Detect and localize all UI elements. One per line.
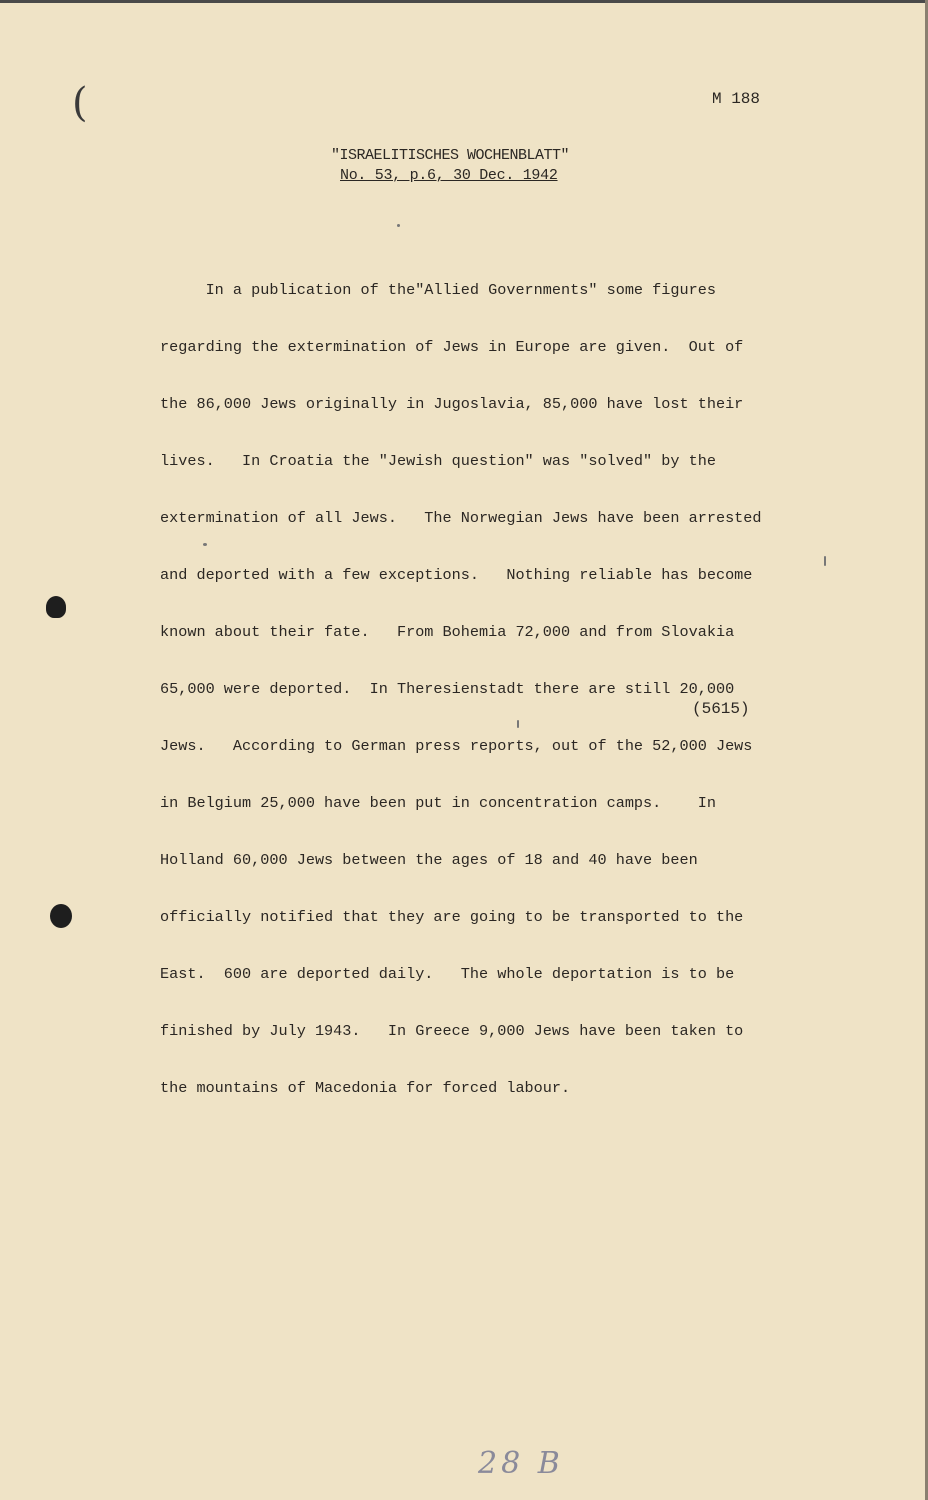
margin-bracket-mark: ( bbox=[72, 80, 88, 126]
paper-speck bbox=[824, 556, 826, 566]
body-line: Holland 60,000 Jews between the ages of 18 and 40 have been bbox=[160, 851, 698, 869]
body-line: Jews. According to German press reports, out of the 52,000 Jews bbox=[160, 737, 753, 755]
body-line: lives. In Croatia the "Jewish question" was "solved" by the bbox=[160, 452, 716, 470]
punch-hole-upper bbox=[46, 596, 66, 618]
handwritten-page-note: 28 B bbox=[478, 1446, 564, 1481]
paper-speck bbox=[203, 543, 207, 546]
paper-speck bbox=[397, 224, 400, 227]
document-title: "ISRAELITISCHES WOCHENBLATT" bbox=[331, 147, 570, 164]
body-line: East. 600 are deported daily. The whole deportation is to be bbox=[160, 965, 735, 983]
body-line: officially notified that they are going to be transported to the bbox=[160, 908, 744, 926]
body-line: 65,000 were deported. In Theresienstadt there are still 20,000 bbox=[160, 680, 735, 698]
body-line: finished by July 1943. In Greece 9,000 Jews have been taken to bbox=[160, 1022, 744, 1040]
document-citation: No. 53, p.6, 30 Dec. 1942 bbox=[340, 167, 558, 184]
body-paragraph bbox=[160, 243, 800, 1136]
document-number: (5615) bbox=[692, 700, 750, 718]
body-line: and deported with a few exceptions. Nothing reliable has become bbox=[160, 566, 753, 584]
body-line: regarding the extermination of Jews in Europe are given. Out of bbox=[160, 338, 744, 356]
body-line: known about their fate. From Bohemia 72,000 and from Slovakia bbox=[160, 623, 735, 641]
body-line: the mountains of Macedonia for forced labour. bbox=[160, 1079, 571, 1097]
body-line: in Belgium 25,000 have been put in concentration camps. In bbox=[160, 794, 716, 812]
body-line: In a publication of the"Allied Governments" some figures bbox=[160, 281, 716, 299]
body-line: the 86,000 Jews originally in Jugoslavia, 85,000 have lost their bbox=[160, 395, 744, 413]
reference-number: M 188 bbox=[712, 90, 761, 108]
body-line: extermination of all Jews. The Norwegian Jews have been arrested bbox=[160, 509, 762, 527]
page-top-edge bbox=[0, 0, 928, 3]
punch-hole-lower bbox=[50, 904, 72, 928]
paper-speck bbox=[517, 720, 519, 728]
